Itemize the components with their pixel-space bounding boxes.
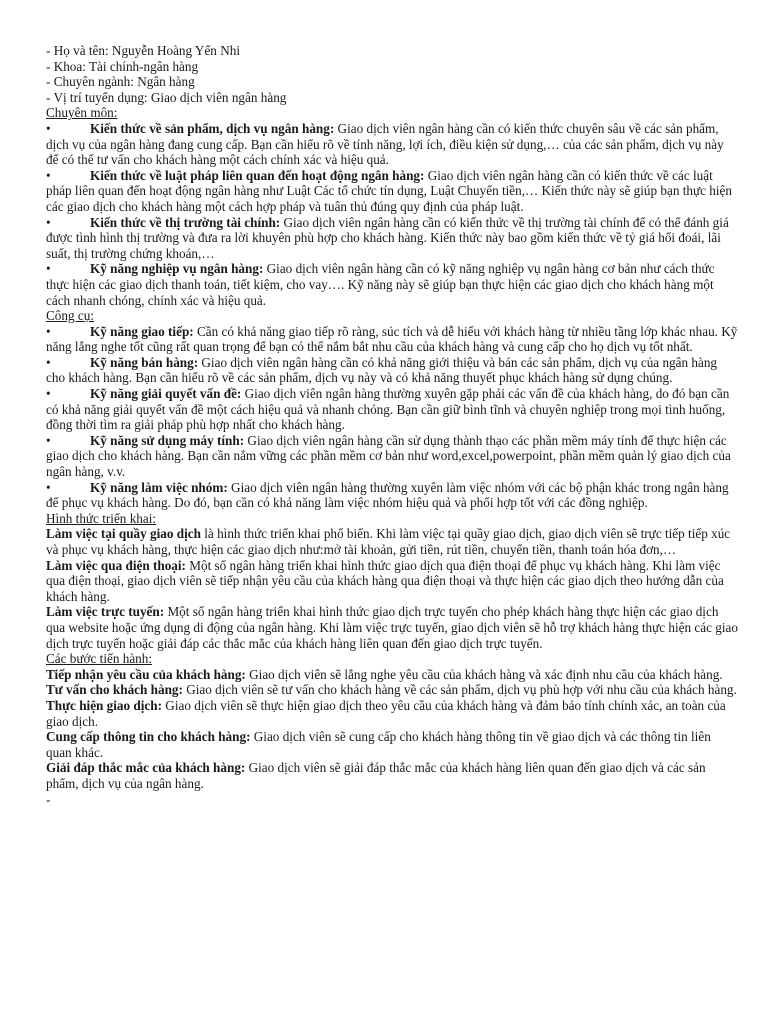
bullet-text: Giao dịch viên ngân hàng cần sử dụng thành thạo các phần mềm máy tính để thực hiện các giao dịch cho khách hàng. Bạn cần nắm vững các phần mềm cơ bản như word,excel,powerpoint, phần mềm quản lý giao dịch của ngân hàng, v.v.: [46, 432, 731, 480]
info-major: - Chuyên ngành: Ngân hàng: [46, 74, 195, 90]
bullet-icon: •: [46, 323, 51, 339]
bullet-item: [46, 355, 738, 386]
bullet-text: Giao dịch viên ngân hàng cần có kỹ năng nghiệp vụ ngân hàng cơ bản như cách thức thực hiện các giao dịch thanh toán, tiết kiệm, cho vay…. Kỹ năng này sẽ giúp bạn thực hiện các giao dịch cho khách hàng một cách nhanh chóng, chính xác và hiệu quả.: [46, 261, 715, 308]
paragraph-title: Cung cấp thông tin cho khách hàng:: [46, 729, 251, 745]
bullet-text: Giao dịch viên ngân hàng thường xuyên gặp phải các vấn đề của khách hàng, do đó bạn cần có khả năng giải quyết vấn đề một cách hiệu quả và nhanh chóng. Bạn cần giữ bình tĩnh và chuyên nghiệp trong mọi tình huống, đồng thời tìm ra giải pháp phù hợp nhất cho khách hàng.: [46, 386, 730, 433]
bullet-title: Kỹ năng sử dụng máy tính:: [90, 432, 245, 448]
bullet-icon: •: [46, 432, 51, 448]
paragraph-title: Giải đáp thắc mắc của khách hàng:: [46, 760, 246, 776]
bullet-icon: •: [46, 386, 51, 402]
bullet-item: [46, 324, 738, 355]
paragraph-item: [46, 760, 738, 791]
paragraph-text: Giao dịch viên sẽ thực hiện giao dịch theo yêu cầu của khách hàng và đảm bảo tính chính xác, an toàn của giao dịch.: [46, 697, 726, 729]
paragraph-item: [46, 526, 738, 557]
paragraph-title: Tư vấn cho khách hàng:: [46, 682, 183, 698]
bullet-icon: •: [46, 214, 51, 230]
bullet-title: Kỹ năng giải quyết vấn đề:: [90, 386, 242, 402]
paragraph-item: [46, 604, 738, 651]
bullet-icon: •: [46, 261, 51, 277]
bullet-icon: •: [46, 120, 51, 136]
bullet-title: Kỹ năng bán hàng:: [90, 354, 199, 370]
bullet-text: Giao dịch viên ngân hàng cần có kiến thức chuyên sâu về các sản phẩm, dịch vụ của ngân hàng đang cung cấp. Bạn cần hiểu rõ về tính năng, lợi ích, điều kiện sử dụng,… của các sản phẩm, dịch vụ này để có thể tư vấn cho khách hàng một cách chính xác và hiệu quả.: [46, 120, 724, 168]
info-faculty: - Khoa: Tài chính-ngân hàng: [46, 58, 199, 74]
bullet-item: [46, 168, 738, 215]
bullet-text: Giao dịch viên ngân hàng cần có kiến thức về các luật pháp liên quan đến hoạt động ngân hàng như Luật Các tổ chức tín dụng, Luật Chuyển tiền,… Kiến thức này sẽ giúp bạn thực hiện các giao dịch cho khách hàng một cách hợp pháp và tuân thủ đúng quy định của pháp luật.: [46, 167, 732, 214]
bullet-item: [46, 480, 738, 511]
paragraph-title: Làm việc qua điện thoại:: [46, 557, 186, 573]
paragraph-text: Giao dịch viên sẽ lắng nghe yêu cầu của khách hàng và xác định nhu cầu của khách hàng.: [245, 666, 723, 682]
paragraph-item: [46, 729, 738, 760]
bullet-title: Kiến thức về thị trường tài chính:: [90, 214, 281, 230]
bullet-icon: •: [46, 354, 51, 370]
bullet-title: Kỹ năng giao tiếp:: [90, 323, 194, 339]
paragraph-title: Làm việc trực tuyến:: [46, 604, 165, 620]
bullet-text: Giao dịch viên ngân hàng cần có kiến thức về thị trường tài chính để có thể đánh giá được tình hình thị trường và đưa ra lời khuyên phù hợp cho khách hàng. Kiến thức này bao gồm kiến thức về tỷ giá hối đoái, lãi suất, thị trường chứng khoán,…: [46, 214, 729, 261]
bullet-item: [46, 215, 738, 262]
section-heading-steps: Các bước tiến hành:: [46, 651, 153, 667]
paragraph-item: [46, 667, 738, 683]
paragraph-text: Giao dịch viên sẽ cung cấp cho khách hàng thông tin về giao dịch và các thông tin liên quan khác.: [46, 729, 711, 760]
bullet-item: [46, 121, 738, 168]
paragraph-text: là hình thức triển khai phổ biến. Khi làm việc tại quầy giao dịch, giao dịch viên sẽ trực tiếp tiếp xúc và phục vụ khách hàng, thực hiện các giao dịch như:mở tài khoản, gửi tiền, rút tiền, chuyển tiền, thanh toán hóa đơn,…: [46, 526, 731, 557]
bullet-title: Kiến thức về sản phẩm, dịch vụ ngân hàng:: [90, 120, 335, 136]
paragraph-item: [46, 558, 738, 605]
bullet-text: Giao dịch viên ngân hàng cần có khả năng giới thiệu và bán các sản phẩm, dịch vụ của ngân hàng cho khách hàng. Bạn cần hiểu rõ về các sản phẩm, dịch vụ này và có khả năng thuyết phục khách hàng sử dụng chúng.: [46, 354, 718, 386]
paragraph-title: Làm việc tại quầy giao dịch: [46, 526, 201, 542]
paragraph-text: Một số ngân hàng triển khai hình thức giao dịch trực tuyến cho phép khách hàng thực hiện các giao dịch qua website hoặc ứng dụng di động của ngân hàng. Khi làm việc trực tuyến, giao dịch viên sẽ hỗ trợ khách hàng thực hiện các giao dịch trực tuyến hoặc giải đáp các thắc mắc của khách hàng liên quan đến giao dịch trực tuyến.: [46, 604, 738, 651]
bullet-text: Cần có khả năng giao tiếp rõ ràng, súc tích và dễ hiểu với khách hàng từ nhiều tầng lớp khác nhau. Kỹ năng lắng nghe tốt cũng rất quan trọng để bạn có thể nắm bắt nhu cầu của khách hàng và cung cấp cho họ dịch vụ tốt nhất.: [46, 323, 738, 355]
paragraph-text: Giao dịch viên sẽ tư vấn cho khách hàng về các sản phẩm, dịch vụ phù hợp với nhu cầu của khách hàng.: [182, 682, 737, 698]
bullet-item: [46, 386, 738, 433]
bullet-title: Kỹ năng nghiệp vụ ngân hàng:: [90, 261, 264, 277]
paragraph-text: Giao dịch viên sẽ giải đáp thắc mắc của khách hàng liên quan đến giao dịch và các sản phẩm, dịch vụ của ngân hàng.: [46, 760, 706, 791]
bullet-icon: •: [46, 479, 51, 495]
paragraph-title: Thực hiện giao dịch:: [46, 697, 162, 713]
bullet-title: Kỹ năng làm việc nhóm:: [90, 479, 228, 495]
bullet-icon: •: [46, 167, 51, 183]
end-dash: -: [46, 791, 51, 807]
info-name: - Họ và tên: Nguyễn Hoàng Yến Nhi: [46, 43, 240, 58]
paragraph-item: [46, 698, 738, 729]
paragraph-text: Một số ngân hàng triển khai hình thức giao dịch qua điện thoại để phục vụ khách hàng. Khi làm việc qua điện thoại, giao dịch viên sẽ tiếp nhận yêu cầu của khách hàng qua điện thoại và thực hiện các giao dịch theo hướng dẫn của khách hàng.: [46, 557, 724, 604]
bullet-item: [46, 261, 738, 308]
section-heading-deployment: Hình thức triển khai:: [46, 510, 157, 526]
section-heading-expertise: Chuyên môn:: [46, 105, 118, 121]
section-heading-tools: Công cụ:: [46, 308, 94, 324]
paragraph-item: [46, 682, 738, 698]
bullet-title: Kiến thức về luật pháp liên quan đến hoạt động ngân hàng:: [90, 167, 425, 183]
bullet-item: [46, 433, 738, 480]
info-position: - Vị trí tuyển dụng: Giao dịch viên ngân hàng: [46, 89, 287, 105]
bullet-text: Giao dịch viên ngân hàng thường xuyên làm việc nhóm với các bộ phận khác trong ngân hàng để phục vụ khách hàng. Do đó, bạn cần có khả năng làm việc nhóm hiệu quả và phối hợp tốt với các đồng nghiệp.: [46, 479, 729, 511]
paragraph-title: Tiếp nhận yêu cầu của khách hàng:: [46, 666, 246, 682]
